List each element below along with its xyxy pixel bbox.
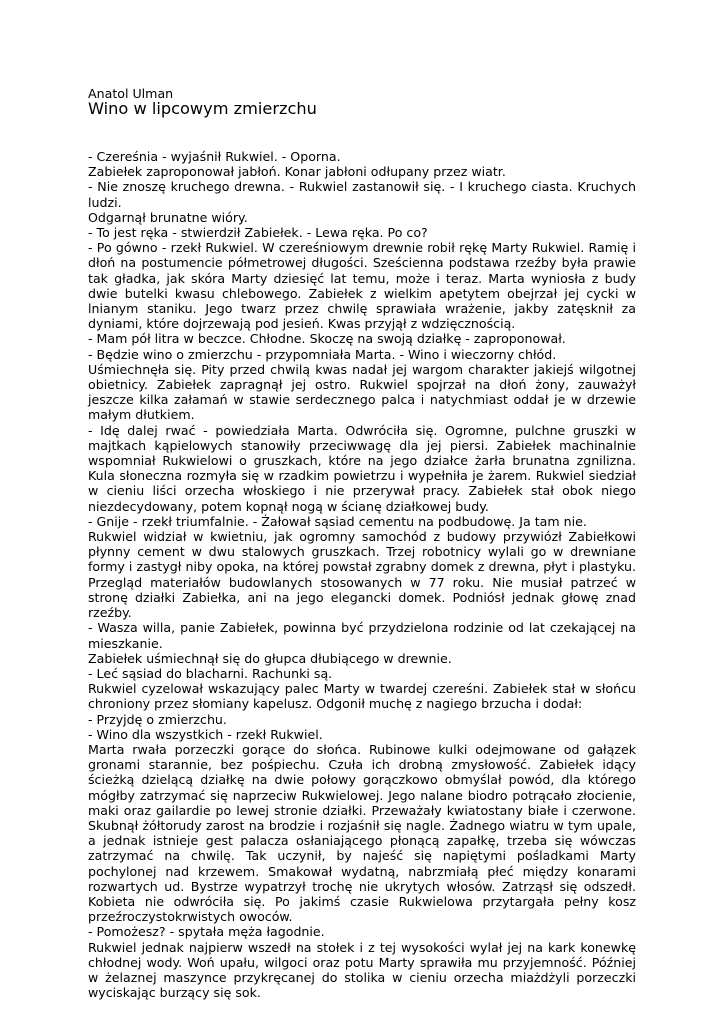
paragraph: Marta rwała porzeczki gorące do słońca. Rubinowe kulki odejmowane od gałązek gronami starannie, bez pośpiechu. Czuła ich drobną zmysłowość. Zabiełek idący ścieżką dzielącą działkę na dwie połowy gorączkowo obmyślał powód, dla którego mógłby zatrzymać się naprzeciw Rukwielowej. Jego nalane biodro potrącało złocienie, maki oraz gailardie po lewej stronie działki. Przeważały kwiatostany białe i czerwone. Skubnął żółtorudy zarost na brodzie i rozjaśnił się nagle. Żadnego wiatru w tym upale, a jednak istnieje gest palacza osłaniającego płonącą zapałkę, trzeba się wówczas zatrzymać na chwilę. Tak uczynił, by najeść się napiętymi pośladkami Marty pochylonej nad krzewem. Smakował wydatną, nabrzmiałą płeć między konarami rozwartych ud. Bystrze wypatrzył trochę nie ukrytych włosów. Zatrząsł się odszedł. Kobieta nie odwróciła się. Po jakimś czasie Rukwielowa przytargała pełny kosz przeźroczystokrwistych owoców. [88, 741, 636, 925]
paragraph: Rukwiel widział w kwietniu, jak ogromny samochód z budowy przywiózł Zabiełkowi płynny cement w dwu stalowych gruszkach. Trzej robotnicy wylali go w drewniane formy i zastygł niby opoka, na której powstał zgrabny domek z drewna, płyt i plastyku. Przegląd materiałów budowlanych stosowanych w 77 roku. Nie musiał patrzeć w stronę działki Zabiełka, ani na jego elegancki domek. Podniósł jednak głowę znad rzeźby. [88, 529, 636, 621]
paragraph: - Mam pół litra w beczce. Chłodne. Skoczę na swoją działkę - zaproponował. [88, 331, 566, 347]
paragraph: - Wasza willa, panie Zabiełek, powinna być przydzielona rodzinie od lat czekającej na mieszkanie. [88, 620, 636, 651]
paragraph: - Czereśnia - wyjaśnił Rukwiel. - Oporna. [88, 149, 341, 164]
paragraph: - Pomożesz? - spytała męża łagodnie. [88, 924, 325, 940]
document-body [88, 149, 636, 1000]
paragraph: - Po gówno - rzekł Rukwiel. W czereśniowym drewnie robił rękę Marty Rukwiel. Ramię i dłoń na postumencie półmetrowej długości. Sześcienna podstawa rzeźby była prawie tak gładka, jak skóra Marty dziesięć lat temu, może i teraz. Marta wyniosła z budy dwie butelki kwasu chlebowego. Zabiełek z wielkim apetytem obejrzał jej cycki w lnianym staniku. Jego twarz przez chwilę sprawiała wrażenie, jakby zatęsknił za dyniami, które dojrzewają pod jesień. Kwas przyjął z wdzięcznością. [88, 240, 636, 332]
paragraph: Odgarnął brunatne wióry. [88, 209, 248, 225]
paragraph: - Będzie wino o zmierzchu - przypomniała Marta. - Wino i wieczorny chłód. [88, 346, 557, 362]
paragraph: Zabiełek zaproponował jabłoń. Konar jabłoni odłupany przez wiatr. [88, 164, 506, 180]
paragraph: - Idę dalej rwać - powiedziała Marta. Odwróciła się. Ogromne, pulchne gruszki w majtkach kąpielowych stanowiły przeciwwagę dla jej piersi. Zabiełek machinalnie wspomniał Rukwielowi o gruszkach, które na jego działce żarła brunatna zgnilizna. Kula słoneczna rozmyła się w rzadkim powietrzu i wypełniła je żarem. Rukwiel siedział w cieniu liści orzecha włoskiego i nie przerywał pracy. Zabiełek stał obok niego niezdecydowany, potem kopnął nogą w ścianę działkowej budy. [88, 422, 636, 514]
paragraph: Rukwiel cyzelował wskazujący palec Marty w twardej czereśni. Zabiełek stał w słońcu chroniony przez słomiany kapelusz. Odgonił muchę z nagiego brzucha i dodał: [88, 681, 636, 712]
author-name: Anatol Ulman [88, 86, 174, 101]
paragraph: - Nie znoszę kruchego drewna. - Rukwiel zastanowił się. - I kruchego ciasta. Kruchych ludzi. [88, 179, 636, 210]
paragraph: - Leć sąsiad do blacharni. Rachunki są. [88, 665, 333, 681]
paragraph: Zabiełek uśmiechnął się do głupca dłubiącego w drewnie. [88, 650, 452, 666]
paragraph: - Przyjdę o zmierzchu. [88, 711, 227, 727]
paragraph: - Wino dla wszystkich - rzekł Rukwiel. [88, 726, 323, 742]
paragraph: - Gnije - rzekł triumfalnie. - Żałował sąsiad cementu na podbudowę. Ja tam nie. [88, 513, 587, 529]
paragraph: Uśmiechnęła się. Pity przed chwilą kwas nadał jej wargom charakter jakiejś wilgotnej obietnicy. Zabiełek zapragnął jej ostro. Rukwiel spojrzał na dłoń żony, zauważył jeszcze kilka załamań w stawie serdecznego palca i natychmiast oddał je w drzewie małym dłutkiem. [88, 361, 636, 423]
document-title: Wino w lipcowym zmierzchu [88, 99, 317, 118]
paragraph: Rukwiel jednak najpierw wszedł na stołek i z tej wysokości wylał jej na kark konewkę chłodnej wody. Woń upału, wilgoci oraz potu Marty sprawiła mu przyjemność. Później w żelaznej maszynce przykręcanej do stolika w cieniu orzecha miażdżyli porzeczki wyciskając burzący się sok. [88, 939, 636, 1001]
paragraph: - To jest ręka - stwierdził Zabiełek. - Lewa ręka. Po co? [88, 225, 428, 241]
